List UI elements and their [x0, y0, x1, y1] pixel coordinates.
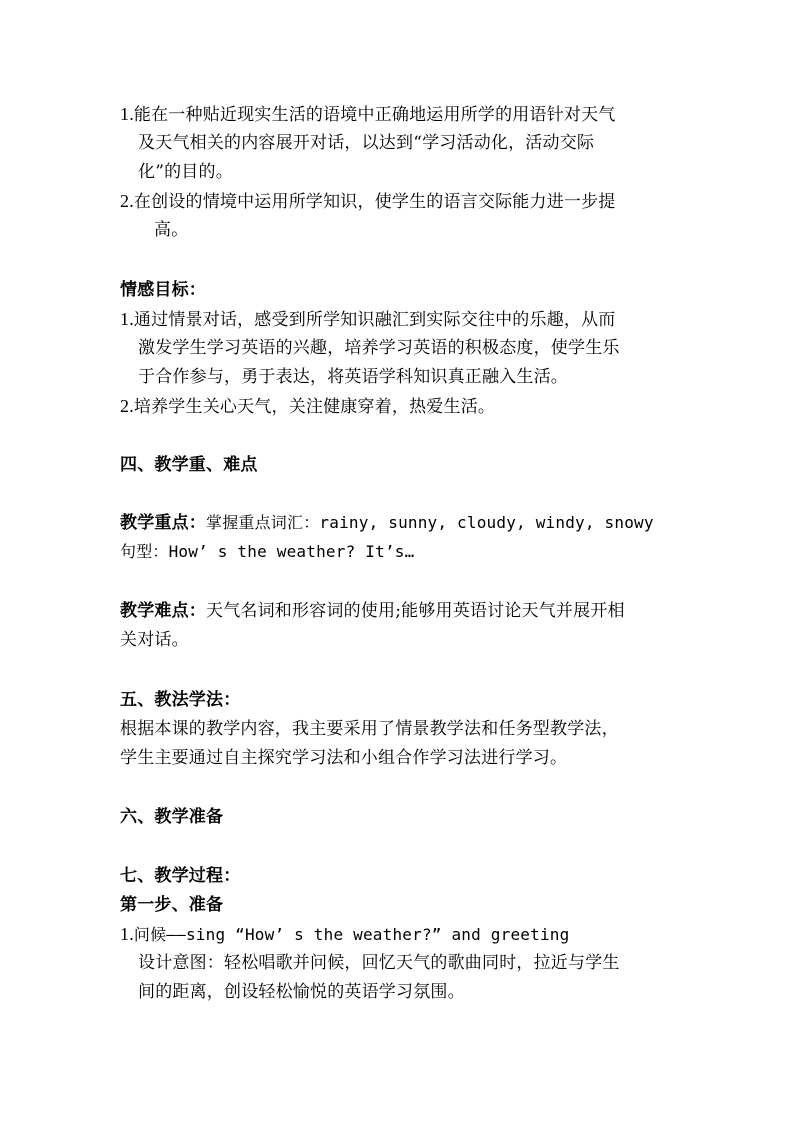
emotion-heading: 情感目标： [120, 280, 206, 300]
skill-item-2-number: 2. [120, 191, 134, 211]
design-intent-line-1: 设计意图：轻松唱歌并问候，回忆天气的歌曲同时，拉近与学生 [138, 953, 620, 973]
section-7-heading: 七、教学过程： [120, 866, 241, 886]
section-5-line-2: 学生主要通过自主探究学习法和小组合作学习法进行学习。 [120, 748, 568, 768]
emotion-item-2-line-1: 2.培养学生关心天气，关注健康穿着，热爱生活。 [120, 396, 496, 417]
step-1-item-1: 1.问候——sing “How’ s the weather?” and greeting [120, 924, 570, 944]
emotion-item-1-line-2: 激发学生学习英语的兴趣，培养学习英语的积极态度，使学生乐 [138, 338, 620, 358]
difficulty-line-2: 关对话。 [120, 630, 189, 650]
emotion-item-1-number: 1. [120, 309, 134, 329]
step-1-item-1-number: 1. [120, 924, 134, 944]
key-points-text: 掌握重点词汇：rainy, sunny, cloudy, windy, snowy [206, 513, 654, 532]
step-1-heading: 第一步、准备 [120, 895, 224, 915]
section-5-line-1: 根据本课的教学内容，我主要采用了情景教学法和任务型教学法， [120, 719, 619, 739]
key-points-label: 教学重点： [120, 513, 206, 533]
skill-item-1-number: 1. [120, 104, 134, 124]
emotion-item-2-number: 2. [120, 396, 134, 416]
section-5-heading: 五、教法学法： [120, 690, 241, 710]
emotion-item-1-line-3: 于合作参与，勇于表达，将英语学科知识真正融入生活。 [138, 367, 568, 387]
skill-item-1-line-2: 及天气相关的内容展开对话，以达到“学习活动化，活动交际 [138, 133, 595, 153]
section-4-heading: 四、教学重、难点 [120, 455, 258, 475]
skill-item-1-line-3: 化”的目的。 [138, 162, 233, 182]
skill-item-1-line-1: 1.能在一种贴近现实生活的语境中正确地运用所学的用语针对天气 [120, 104, 616, 125]
sentence-pattern-line: 句型：How’ s the weather? It’s… [120, 542, 415, 561]
difficulty-line-1: 教学难点：天气名词和形容词的使用;能够用英语讨论天气并展开相 [120, 601, 625, 621]
difficulty-label: 教学难点： [120, 601, 206, 621]
skill-item-2-line-2: 高。 [154, 220, 189, 240]
key-points-line [120, 512, 654, 534]
design-intent-line-2: 间的距离，创设轻松愉悦的英语学习氛围。 [138, 982, 465, 1002]
skill-item-2-line-1: 2.在创设的情境中运用所学知识，使学生的语言交际能力进一步提 [120, 191, 616, 212]
section-6-heading: 六、教学准备 [120, 807, 224, 827]
emotion-item-1-line-1: 1.通过情景对话，感受到所学知识融汇到实际交往中的乐趣，从而 [120, 309, 616, 330]
